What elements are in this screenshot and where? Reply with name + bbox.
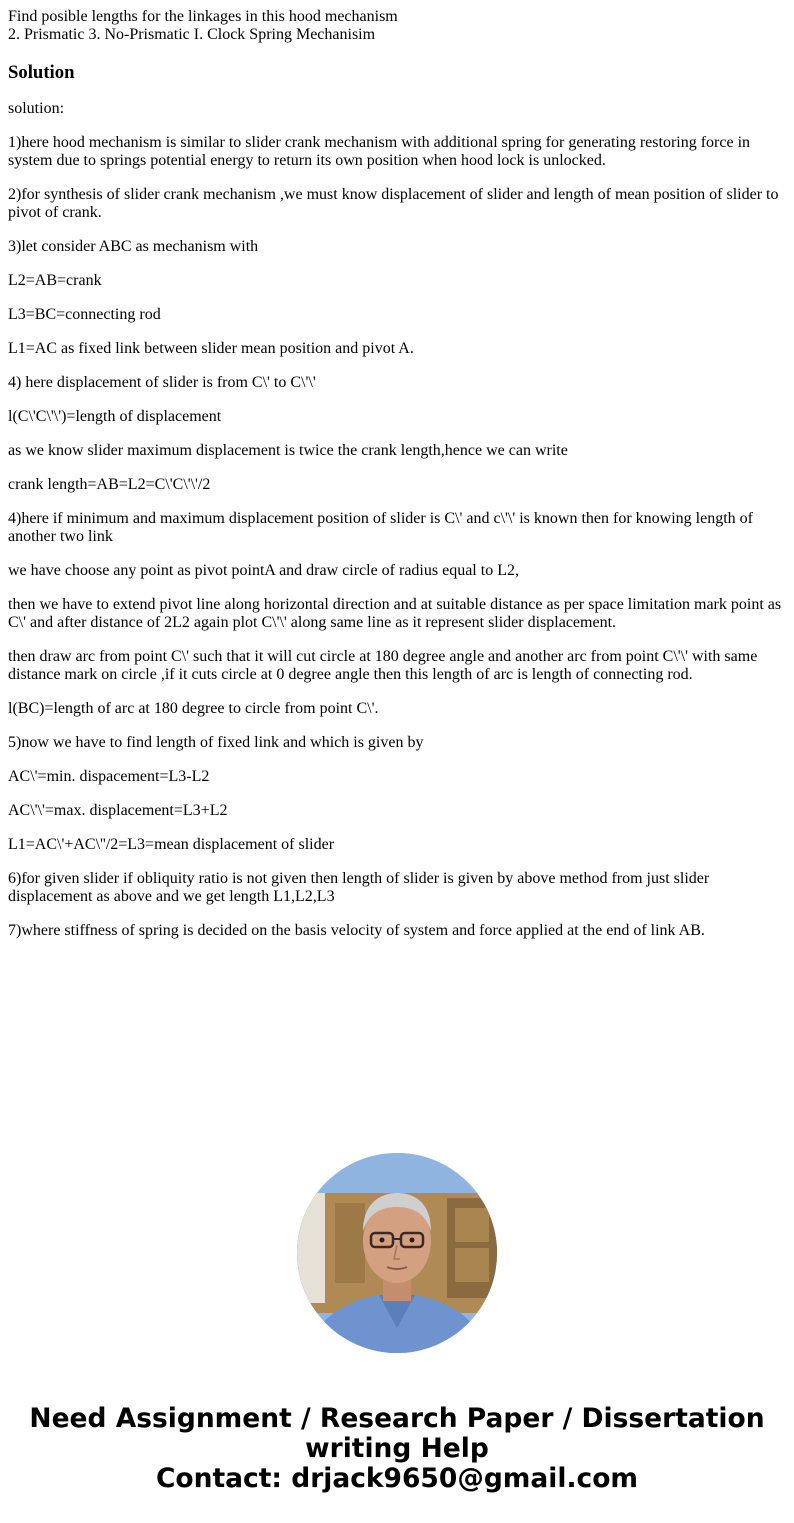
paragraph: 1)here hood mechanism is similar to slider crank mechanism with additional spring for generating restoring force in system due to springs potential energy to return its own position when hood lock is unlocked. — [8, 134, 751, 169]
solution-heading: Solution — [8, 62, 75, 83]
paragraph: then draw arc from point C\' such that it will cut circle at 180 degree angle and another arc from point C\'\' with same distance mark on circle ,if it cuts circle at 0 degree angle then this length of arc is length of connecting rod. — [8, 648, 758, 683]
footer-line-1: Need Assignment / Research Paper / Dissertation — [29, 1403, 765, 1434]
paragraph: 3)let consider ABC as mechanism with — [8, 238, 259, 255]
paragraph: solution: — [8, 100, 65, 117]
paragraph: AC\'\'=max. displacement=L3+L2 — [8, 802, 228, 819]
paragraph: L1=AC\'+AC\''/2=L3=mean displacement of slider — [8, 836, 335, 853]
paragraph: 4) here displacement of slider is from C\' to C\'\' — [8, 374, 316, 391]
paragraph: we have choose any point as pivot pointA and draw circle of radius equal to L2, — [8, 562, 519, 579]
paragraph: 5)now we have to find length of fixed link and which is given by — [8, 734, 424, 751]
paragraph: L3=BC=connecting rod — [8, 306, 161, 323]
footer-line-2: writing Help — [305, 1433, 489, 1464]
paragraph: 6)for given slider if obliquity ratio is not given then length of slider is given by above method from just slider displacement as above and we get length L1,L2,L3 — [8, 870, 710, 905]
paragraph: as we know slider maximum displacement is twice the crank length,hence we can write — [8, 442, 568, 459]
footer-banner — [0, 1404, 794, 1494]
question-text — [8, 8, 786, 44]
avatar — [297, 1153, 497, 1353]
paragraph: L1=AC as fixed link between slider mean position and pivot A. — [8, 340, 414, 357]
paragraph: 4)here if minimum and maximum displacement position of slider is C\' and c\'\' is known then for knowing length of another two link — [8, 510, 753, 545]
paragraph: 2)for synthesis of slider crank mechanism ,we must know displacement of slider and length of mean position of slider to pivot of crank. — [8, 186, 779, 221]
paragraph: L2=AB=crank — [8, 272, 102, 289]
question-line-1: Find posible lengths for the linkages in this hood mechanism — [8, 8, 398, 25]
document-body — [8, 8, 786, 940]
footer-contact: Contact: drjack9650@gmail.com — [155, 1463, 639, 1494]
paragraph: then we have to extend pivot line along horizontal direction and at suitable distance as per space limitation mark point as C\' and after distance of 2L2 again plot C\'\' along same line as it represent slider displacement. — [8, 596, 782, 631]
paragraph: 7)where stiffness of spring is decided on the basis velocity of system and force applied at the end of link AB. — [8, 922, 705, 939]
question-line-2: 2. Prismatic 3. No-Prismatic I. Clock Spring Mechanisim — [8, 26, 376, 43]
paragraph: AC\'=min. dispacement=L3-L2 — [8, 768, 210, 785]
paragraph: l(BC)=length of arc at 180 degree to circle from point C\'. — [8, 700, 379, 717]
avatar-photo — [297, 1153, 497, 1353]
paragraph: l(C\'C\'\')=length of displacement — [8, 408, 222, 425]
paragraph: crank length=AB=L2=C\'C\'\'/2 — [8, 476, 211, 493]
